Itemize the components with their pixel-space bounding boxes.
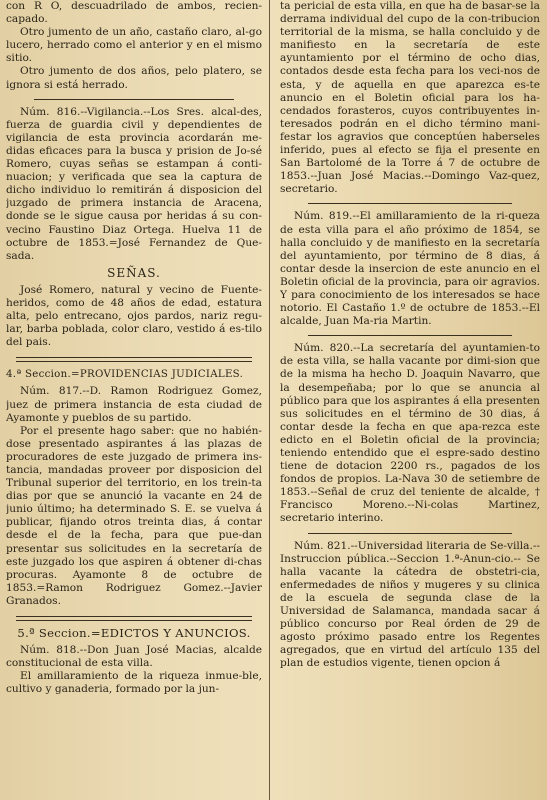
- notice-816: Núm. 816.--Vigilancia.--Los Sres. alcal-des, fuerza de guardia civil y dependientes de vigilancia de esta provincia acordarán me-didas eficaces para la busca y prision de Jo-sé Romero, cuyas señas se estampan á conti-nuacion; y verificada que sea la captura de dicho individuo lo remitirán á disposicion del juzgado de primera instancia de Aracena, donde se le sigue causa por heridas á su con-vecino Faustino Diaz Ortega. Huelva 11 de octubre de 1853.=José Fernandez de Que-sada.: [6, 105, 262, 262]
- paragraph: Otro jumento de un año, castaño claro, al-go lucero, herrado como el anterior y en el mismo sitio.: [6, 26, 262, 65]
- paragraph: con R O, descuadrilado de ambos, recien-capado.: [6, 0, 262, 26]
- notice-817-body: Por el presente hago saber: que no habién-dose presentado aspirantes á las plazas de procuradores de este juzgado de primera ins-tancia, mandadas proveer por disposicion del Tribunal superior del territorio, en los trein-ta dias por que se anunció la vacante en 24 de junio último; ha determinado S. E. se vuelva á publicar, fijando otros treinta dias, á contar desde el de la fecha, para que pue-dan presentar sus solicitudes en la secretaría de este juzgado los que aspiren á obtener di-chas procuras. Ayamonte 8 de octubre de 1853.=Ramon Rodriguez Gomez.--Javier Granados.: [6, 424, 262, 607]
- separator-rule: [308, 203, 512, 204]
- column-divider: [269, 0, 270, 800]
- section-5-heading: 5.ª Seccion.=EDICTOS Y ANUNCIOS.: [17, 626, 251, 641]
- senas-heading: SEÑAS.: [107, 265, 161, 280]
- notice-818-continued: ta pericial de esta villa, en que ha de basar-se la derrama individual del cupo de la con-tribucion territorial de la misma, se halla concluido y de manifiesto en la secretaría de este ayuntamiento por el término de ocho dias, contados desde esta fecha para los veci-nos de esta, y de aquella en que aparezca es-te anuncio en el Boletin oficial para los ha-cendados forasteros, cuyos contribuyentes in-teresados podrán en el dicho término mani-festar los agravios que conceptúen haberseles inferido, pues al efecto se fija el presente en San Bartolomé de la Torre á 7 de octubre de 1853.--Juan José Macias.--Domingo Vaz-quez, secretario.: [280, 0, 540, 196]
- notice-818-body: El amillaramiento de la riqueza inmue-ble, cultivo y ganaderia, formado por la jun-: [6, 670, 262, 696]
- section-rule: [16, 616, 252, 621]
- section-rule: [16, 357, 252, 362]
- separator-rule: [34, 99, 234, 100]
- senas-text: José Romero, natural y vecino de Fuente-heridos, como de 48 años de edad, estatura alta, pelo entrecano, ojos pardos, nariz regu-lar, barba poblada, color claro, vestido á es-tilo del pais.: [6, 283, 262, 349]
- paragraph: Otro jumento de dos años, pelo platero, se ignora si está herrado.: [6, 65, 262, 91]
- separator-rule: [308, 335, 512, 336]
- separator-rule: [308, 533, 512, 534]
- left-column: [6, 0, 262, 800]
- section-4-heading: 4.ª Seccion.=PROVIDENCIAS JUDICIALES.: [6, 369, 244, 381]
- notice-818-header: Núm. 818.--Don Juan José Macias, alcalde constitucional de esta villa.: [6, 644, 262, 670]
- notice-820: Núm. 820.--La secretaría del ayuntamien-to de esta villa, se halla vacante por dimi-sion que de la misma ha hecho D. Joaquin Navarro, que la desempeñaba; por lo que se anuncia al público para que los aspirantes á ella presenten sus solicitudes en el término de 30 dias, á contar desde la fecha en que apa-rezca este edicto en el Boletin oficial de la provincia; teniendo entendido que el espre-sado destino tiene de dotacion 2200 rs., pagados de los fondos de propios. La-Nava 30 de setiembre de 1853.--Señal de cruz del teniente de alcalde, † Francisco Moreno.--Ni-colas Martinez, secretario interino.: [280, 342, 540, 525]
- notice-817-header: Núm. 817.--D. Ramon Rodriguez Gomez, juez de primera instancia de esta ciudad de Ayamonte y pueblos de su partido.: [6, 385, 262, 424]
- notice-821: Núm. 821.--Universidad literaria de Se-villa.--Instruccion pública.--Seccion 1.ª-Anun-cio.-- Se halla vacante la cátedra de obstetri-cia, enfermedades de niños y mugeres y su clinica de la escuela de segunda clase de la Universidad de Salamanca, mandada sacar á público concurso por Real órden de 29 de agosto próximo pasado entre los Regentes agregados, que en virtud del artículo 135 del plan de estudios vigente, tienen opcion á: [280, 539, 540, 670]
- right-column: [280, 0, 540, 800]
- notice-819: Núm. 819.--El amillaramiento de la ri-queza de esta villa para el año próximo de 1854, se halla concluido y de manifiesto en la secretaría del ayuntamiento, por término de 8 dias, á contar desde la insercion de este anuncio en el Boletin oficial de la provincia, para oir agravios. Y para conocimiento de los interesados se hace notorio. El Castaño 1.º de octubre de 1853.--El alcalde, Juan Ma-ria Martin.: [280, 210, 540, 328]
